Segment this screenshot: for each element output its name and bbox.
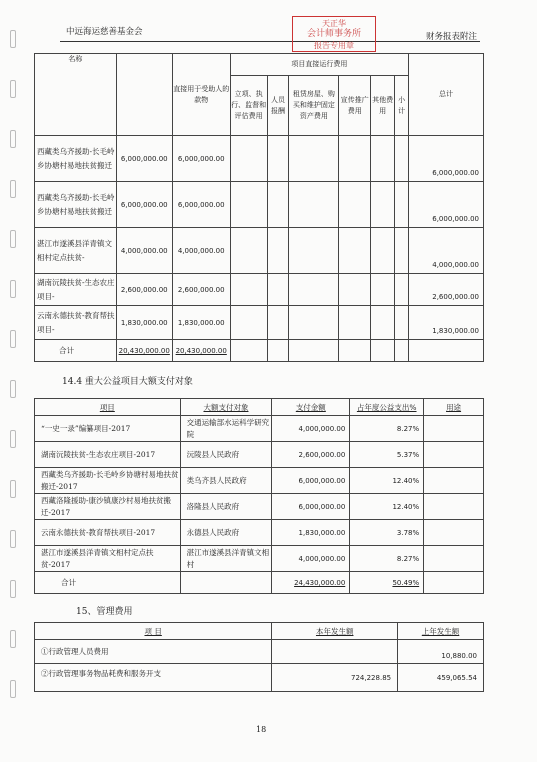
table-row: ②行政管理事务物品耗费和服务开支 724,228.85 459,065.54 — [35, 664, 484, 692]
col-head-current: 本年发生额 — [272, 623, 398, 640]
col-head-amount: 支付金额 — [272, 399, 350, 416]
col-head-total: 总计 — [409, 54, 484, 136]
table-row: 湛江市遂溪县洋青镇文相村定点扶贫-2017 湛江市遂溪县洋青镇文相村 4,000,000.00 8.27% — [35, 546, 484, 572]
col-head-c3: 租赁房屋、购买和维护固定资产费用 — [289, 76, 339, 136]
col-head-c4: 宣传推广费用 — [339, 76, 371, 136]
project-cost-table — [34, 53, 484, 362]
major-payee-table — [34, 398, 484, 594]
col-head-item: 项 目 — [35, 623, 272, 640]
table-row: 湖南沅陵扶贫-生态农庄项目- 2,600,000.00 2,600,000.00 2,600,000.00 — [35, 274, 484, 306]
header-doc-title: 财务报表附注 — [425, 32, 477, 42]
col-head-prior: 上年发生额 — [398, 623, 484, 640]
col-head-item: 项目 — [35, 399, 181, 416]
table-row: 西藏类乌齐援助-长毛岭乡协塘村易地扶贫搬迁-2017 类乌齐县人民政府 6,000,000.00 12.40% — [35, 468, 484, 494]
table-row: 云南永德扶贫-教育帮扶项目-2017 永德县人民政府 1,830,000.00 3.78% — [35, 520, 484, 546]
col-head-pct: 占年度公益支出% — [350, 399, 424, 416]
page-number: 18 — [256, 725, 267, 734]
binding-holes — [10, 30, 18, 730]
table-row: 西藏类乌齐援助-长毛岭乡协塘村易地扶贫搬迁 6,000,000.00 6,000,000.00 6,000,000.00 — [35, 182, 484, 228]
col-head-c2: 人员报酬 — [267, 76, 289, 136]
col-head-direct-aid: 直接用于受助人的款物 — [172, 54, 230, 136]
table-row: 西藏类乌齐援助-长毛岭乡协塘村易地扶贫搬迁 6,000,000.00 6,000,000.00 6,000,000.00 — [35, 136, 484, 182]
col-head-direct-costs: 项目直接运行费用 — [230, 54, 408, 76]
table-row: 湛江市遂溪县洋青镇文相村定点扶贫- 4,000,000.00 4,000,000.00 4,000,000.00 — [35, 228, 484, 274]
section-heading-14-4: 14.4 重大公益项目大额支付对象 — [62, 377, 193, 387]
admin-expense-table — [34, 622, 484, 692]
table-row: “一史一录”编纂项目-2017 交通运输部水运科学研究院 4,000,000.00 8.27% — [35, 416, 484, 442]
header-rule — [60, 41, 480, 42]
col-head-c6: 小计 — [395, 76, 409, 136]
table-sum-row: 合计 20,430,000.00 20,430,000.00 — [35, 340, 484, 362]
table-sum-row: 合计 24,430,000.00 50.49% — [35, 572, 484, 594]
col-head-c5: 其他费用 — [371, 76, 395, 136]
col-head-payee: 大额支付对象 — [180, 399, 272, 416]
table-row: 云南永德扶贫-教育帮扶项目- 1,830,000.00 1,830,000.00 1,830,000.00 — [35, 306, 484, 340]
table-row: 西藏洛隆援助-康沙镇康沙村易地扶贫搬迁-2017 洛隆县人民政府 6,000,000.00 12.40% — [35, 494, 484, 520]
col-head-use: 用途 — [424, 399, 484, 416]
auditor-stamp: 天正华 会计师事务所 报告专用章 — [292, 16, 376, 52]
header-org: 中远海运慈善基金会 — [66, 27, 143, 37]
col-head-c1: 立项、执行、监督和评估费用 — [230, 76, 267, 136]
table-row: 湖南沅陵扶贫-生态农庄项目-2017 沅陵县人民政府 2,600,000.00 5.37% — [35, 442, 484, 468]
section-heading-15: 15、管理费用 — [76, 607, 133, 617]
col-head-name: 名称 — [35, 54, 117, 136]
table-row: ①行政管理人员费用 10,880.00 — [35, 640, 484, 664]
